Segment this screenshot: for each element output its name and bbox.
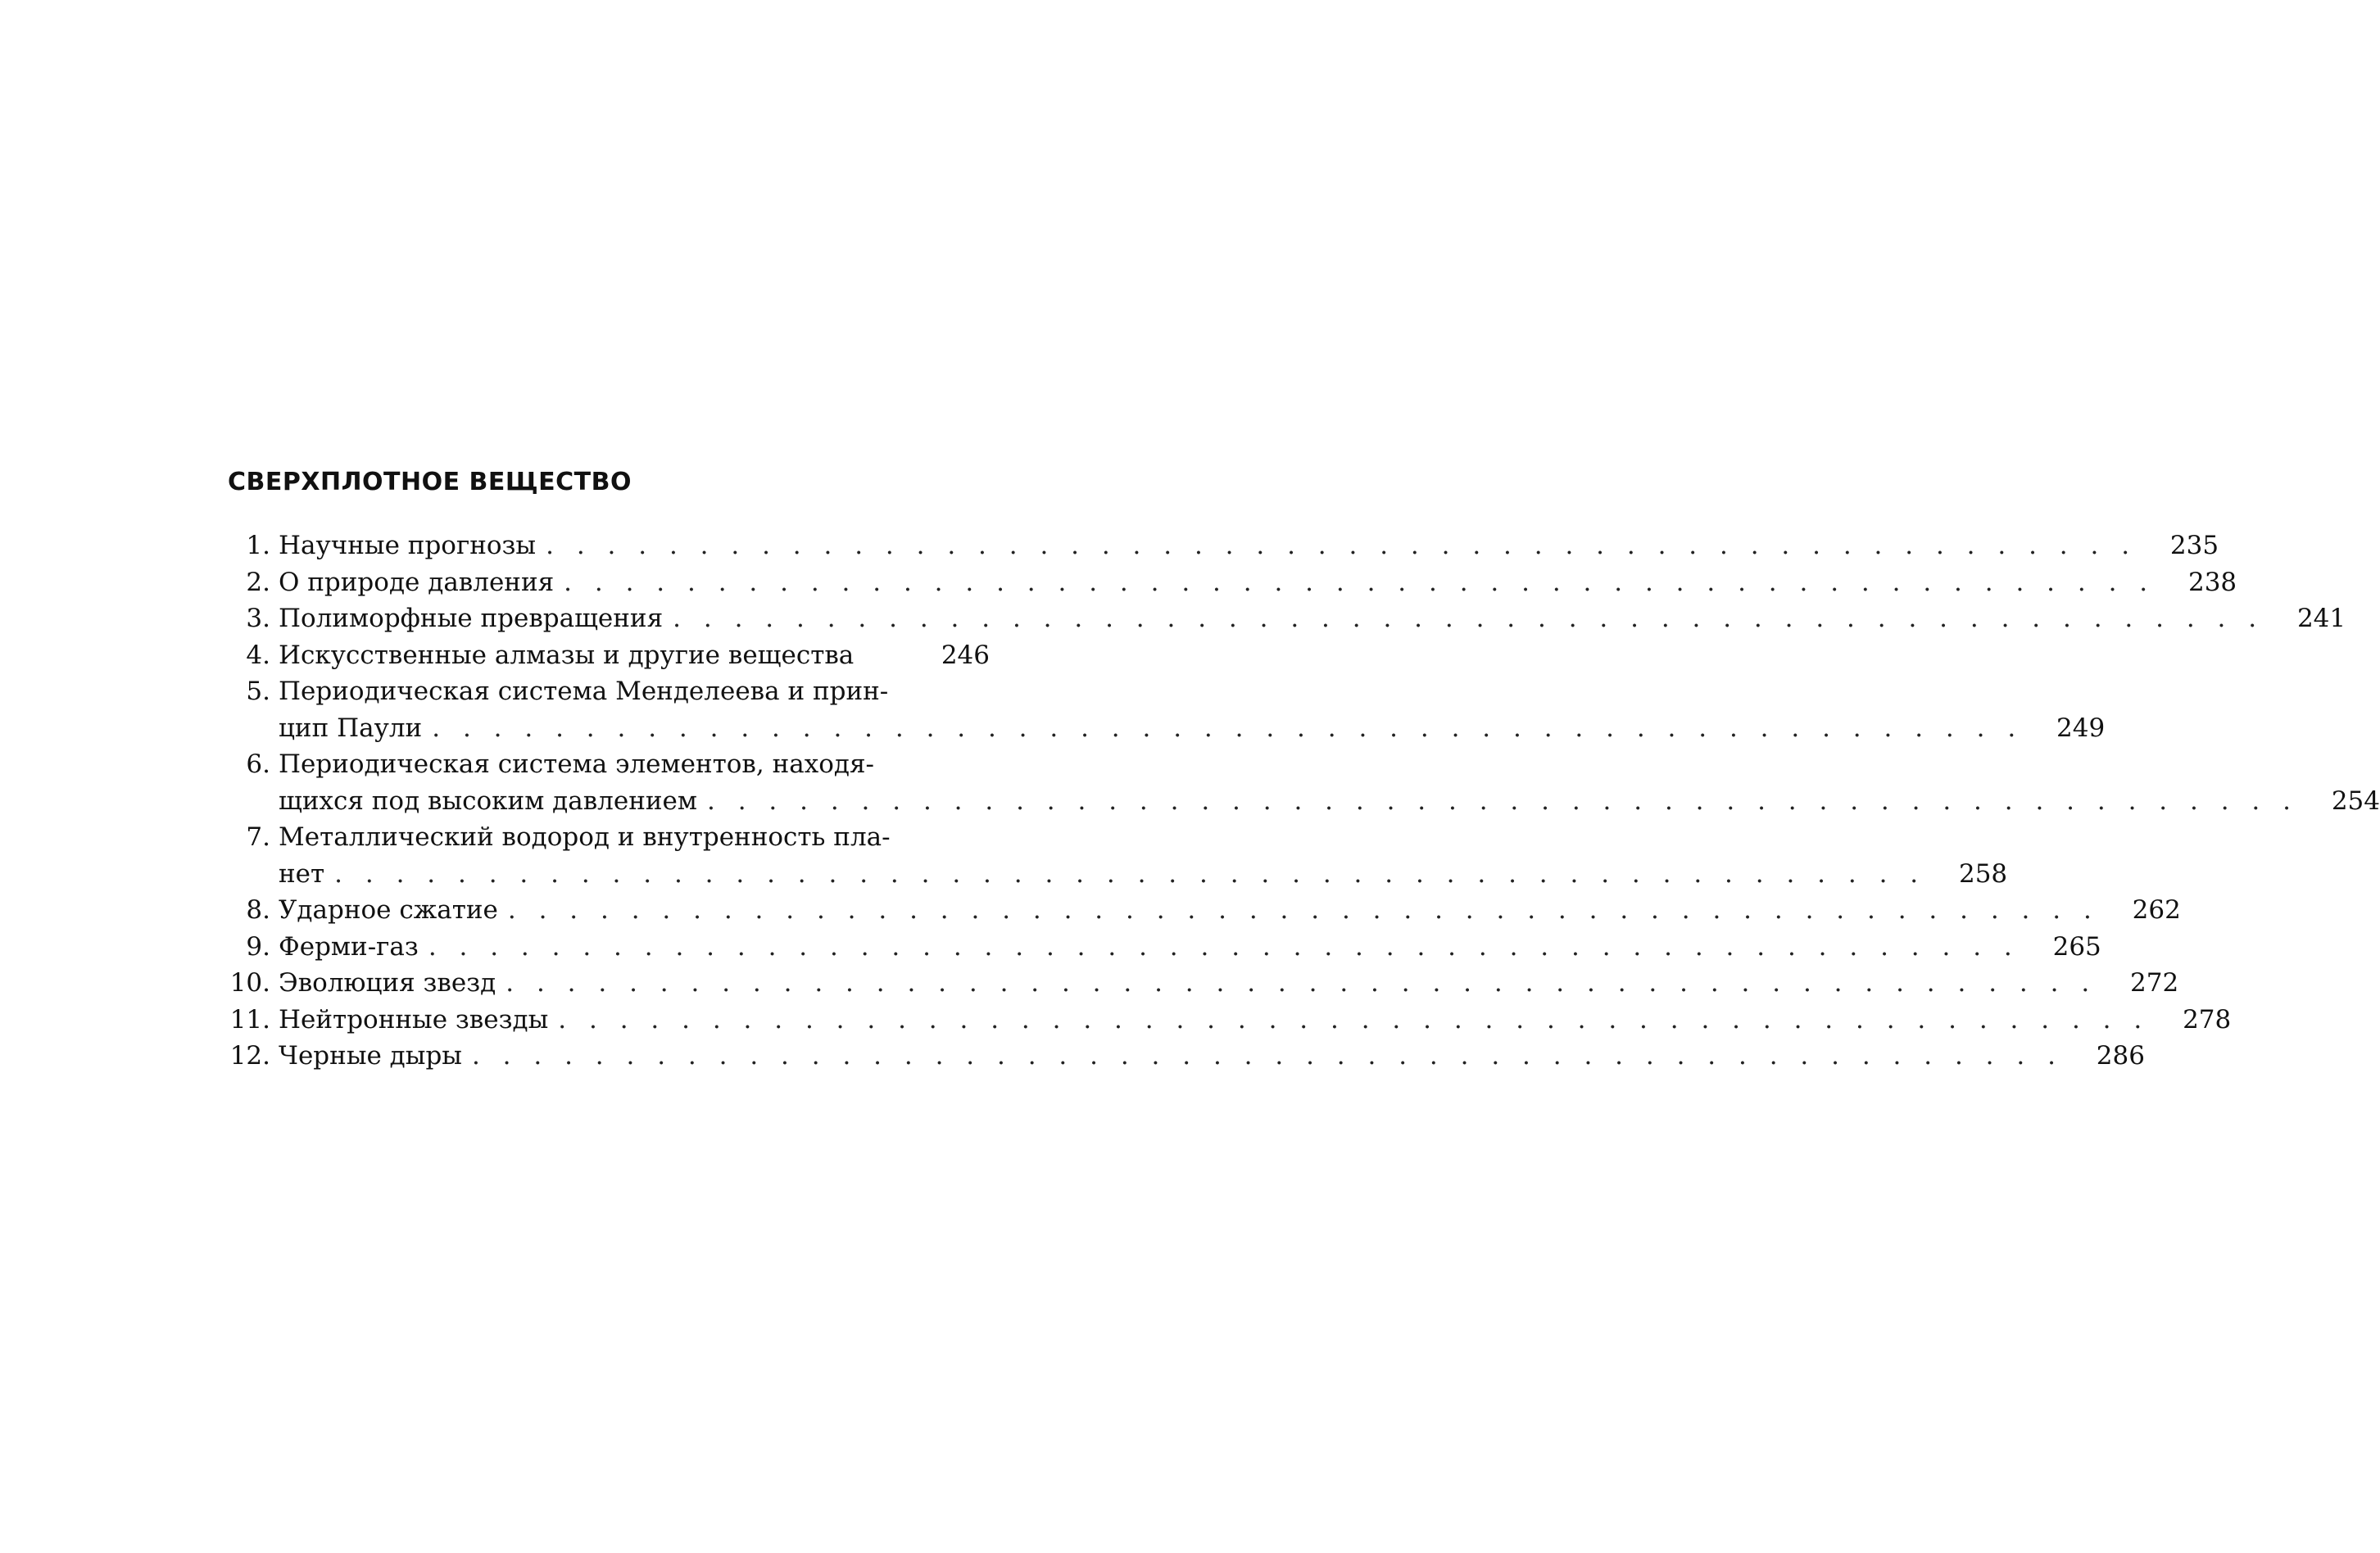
toc-entry-line — [228, 637, 990, 674]
toc-entry-line — [228, 819, 990, 856]
toc-entry-line — [228, 783, 2380, 820]
toc-entry — [228, 892, 2181, 929]
dot-leader — [496, 965, 2097, 1002]
toc-entry-line — [228, 527, 2219, 564]
entry-number: 3. — [246, 604, 270, 633]
toc-entry — [228, 673, 2106, 746]
dot-leader — [548, 1002, 2149, 1039]
toc-entry — [228, 600, 2346, 637]
dot-leader — [536, 527, 2137, 564]
entry-title: Периодическая система Менделеева и прин- — [279, 677, 889, 706]
dot-leader — [419, 929, 2020, 966]
toc-entry — [228, 746, 2380, 819]
entry-title: Научные прогнозы — [279, 531, 537, 560]
entry-title: нет — [279, 858, 325, 889]
toc-entry — [228, 637, 990, 674]
dot-leader — [697, 783, 2298, 820]
page-number: 265 — [2052, 931, 2101, 962]
page-number: 254 — [2331, 786, 2380, 816]
entry-title: щихся под высоким давлением — [279, 786, 698, 816]
page-number: 249 — [2056, 713, 2106, 743]
toc-entry — [228, 819, 2008, 892]
entry-title: Нейтронные звезды — [279, 1004, 549, 1035]
toc-entry-line — [228, 710, 2106, 747]
page-number: 235 — [2169, 531, 2219, 560]
toc-entry-line — [228, 965, 2179, 1002]
entry-title: Эволюция звезд — [279, 968, 496, 998]
entry-number: 11. — [229, 1004, 270, 1035]
page-number: 246 — [941, 640, 990, 670]
entry-number: 6. — [246, 749, 270, 779]
toc-entries — [228, 527, 2380, 1075]
section-title: СВЕРХПЛОТНОЕ ВЕЩЕСТВО — [228, 468, 632, 496]
entry-number: 5. — [246, 677, 270, 706]
toc-entry — [228, 1038, 2145, 1075]
entry-title: Ферми-газ — [279, 931, 419, 962]
dot-leader — [324, 856, 1925, 893]
page-number: 241 — [2296, 604, 2346, 633]
page-number: 262 — [2132, 895, 2181, 925]
entry-number: 8. — [246, 895, 270, 925]
toc-entry — [228, 929, 2101, 966]
toc-entry — [228, 1002, 2232, 1039]
page-number: 278 — [2183, 1004, 2232, 1035]
dot-leader — [663, 600, 2264, 637]
entry-number: 1. — [246, 531, 270, 560]
entry-number: 9. — [246, 931, 270, 962]
toc-entry-line — [228, 856, 2008, 893]
entry-number: 10. — [229, 968, 270, 998]
entry-number: 12. — [229, 1041, 270, 1071]
entry-title: Периодическая система элементов, находя- — [279, 749, 875, 779]
entry-title: цип Паули — [279, 713, 423, 743]
dot-leader — [498, 892, 2099, 929]
entry-title: Полиморфные превращения — [279, 604, 664, 633]
toc-entry-line — [228, 600, 2346, 637]
toc-entry-line — [228, 564, 2237, 601]
toc-entry-line — [228, 892, 2181, 929]
toc-entry-line — [228, 929, 2101, 966]
page-number: 272 — [2130, 968, 2179, 998]
entry-number: 2. — [246, 567, 270, 597]
page-number: 258 — [1958, 858, 2008, 889]
table-of-contents — [228, 465, 2380, 1075]
dot-leader — [422, 710, 2023, 747]
entry-title: Ударное сжатие — [279, 895, 498, 925]
entry-number: 7. — [246, 822, 270, 852]
toc-entry — [228, 965, 2179, 1002]
toc-entry-line — [228, 746, 990, 783]
page-number: 238 — [2187, 567, 2237, 597]
toc-entry — [228, 527, 2219, 564]
entry-title: Черные дыры — [279, 1041, 462, 1071]
entry-title: О природе давления — [279, 567, 555, 597]
page-number: 286 — [2096, 1041, 2145, 1071]
toc-entry-line — [228, 1038, 2145, 1075]
entry-title: Металлический водород и внутренность пла- — [279, 822, 891, 852]
toc-entry-line — [228, 673, 990, 710]
dot-leader — [462, 1038, 2063, 1075]
entry-number: 4. — [246, 640, 270, 670]
entry-title: Искусственные алмазы и другие вещества — [279, 640, 855, 670]
dot-leader — [554, 564, 2155, 601]
toc-entry-line — [228, 1002, 2232, 1039]
toc-entry — [228, 564, 2237, 601]
